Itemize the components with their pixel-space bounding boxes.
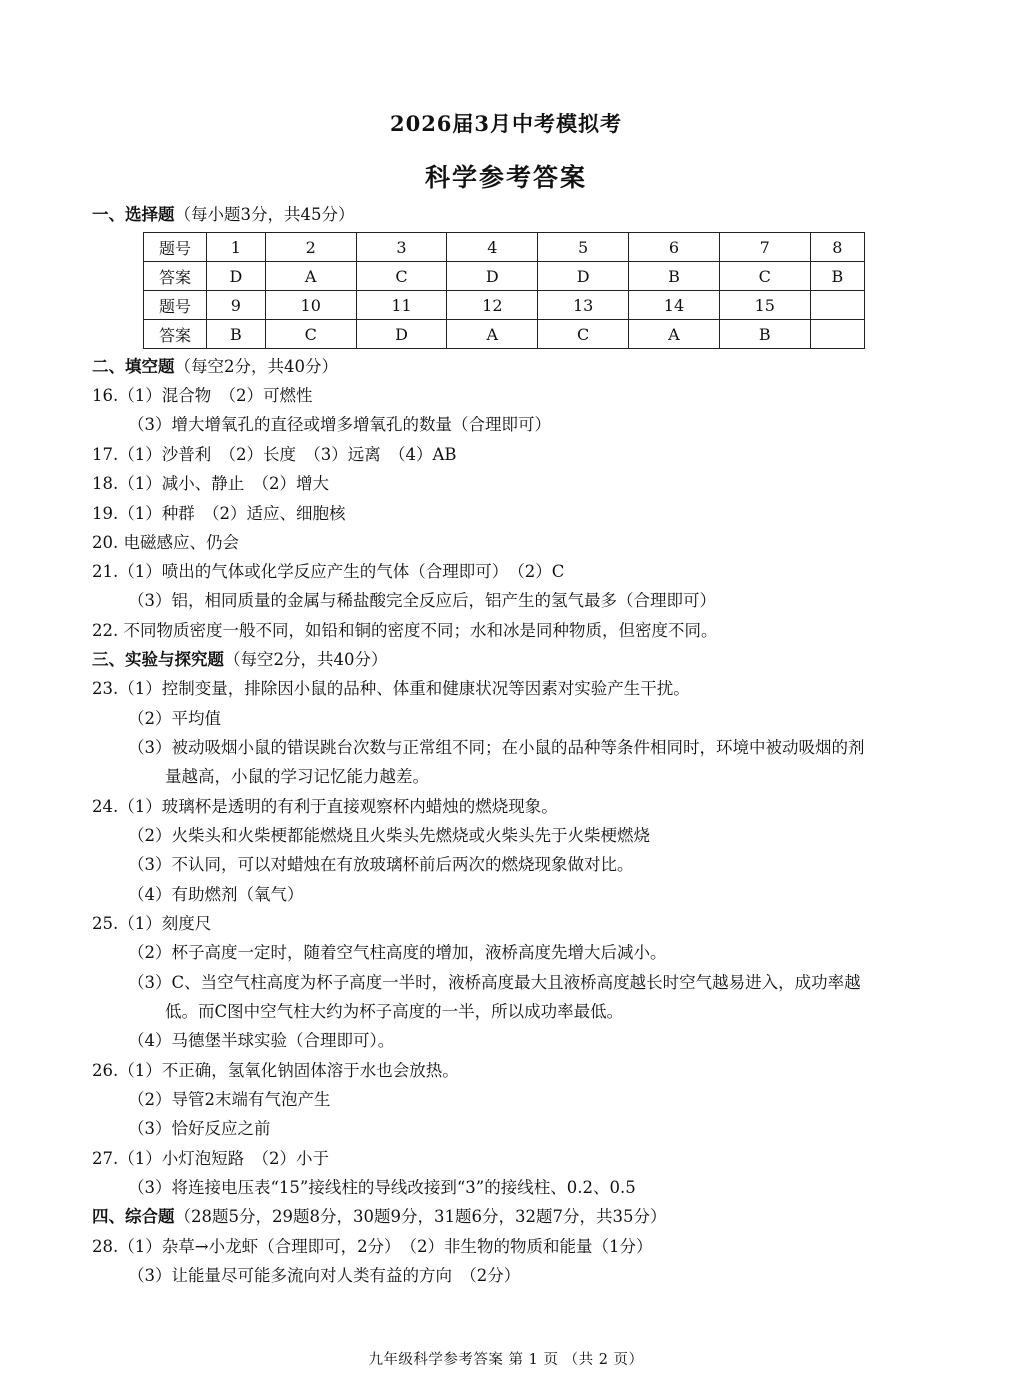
answer-cell: B xyxy=(207,320,266,349)
answer-line-27-3: （3）将连接电压表“15”接线柱的导线改接到“3”的接线柱、0.2、0.5 xyxy=(128,1178,636,1197)
answer-line-28: 28.（1）杂草→小龙虾（合理即可，2分） （2）非生物的物质和能量（1分） xyxy=(92,1237,653,1256)
question-number: 15 xyxy=(719,291,810,320)
section-title: 一、选择题 xyxy=(92,205,175,224)
answer-cell: A xyxy=(265,262,356,291)
question-number: 3 xyxy=(356,233,447,262)
answer-cell: C xyxy=(356,262,447,291)
section-title: 四、综合题 xyxy=(92,1207,175,1226)
answer-cell xyxy=(810,320,864,349)
choice-answer-table xyxy=(143,232,865,349)
answer-cell: C xyxy=(719,262,810,291)
answer-line-24: 24.（1）玻璃杯是透明的有利于直接观察杯内蜡烛的燃烧现象。 xyxy=(92,797,558,816)
answer-line-26-3: （3）恰好反应之前 xyxy=(128,1119,271,1138)
answer-cell: A xyxy=(447,320,538,349)
answer-cell: B xyxy=(719,320,810,349)
question-number: 11 xyxy=(356,291,447,320)
section-2-heading xyxy=(92,356,338,378)
answer-line-23: 23.（1）控制变量，排除因小鼠的品种、体重和健康状况等因素对实验产生干扰。 xyxy=(92,679,690,698)
answer-line-25-3-cont: 低。而C图中空气柱大约为杯子高度的一半，所以成功率最低。 xyxy=(165,1002,624,1021)
page-footer: 九年级科学参考答案 第 1 页 （共 2 页） xyxy=(368,1352,644,1368)
table-row-answers xyxy=(144,262,865,291)
section-note: （每空2分，共40分） xyxy=(224,650,388,669)
answer-line-28-3: （3）让能量尽可能多流向对人类有益的方向 （2分） xyxy=(128,1266,521,1285)
answer-line-18: 18.（1）减小、静止 （2）增大 xyxy=(92,474,329,493)
table-row-question-numbers xyxy=(144,291,865,320)
answer-line-23-3-cont: 量越高，小鼠的学习记忆能力越差。 xyxy=(165,767,429,786)
answer-cell: D xyxy=(447,262,538,291)
answer-line-27: 27.（1）小灯泡短路 （2）小于 xyxy=(92,1149,329,1168)
question-number: 13 xyxy=(538,291,629,320)
exam-title: 2026届3月中考模拟考 xyxy=(389,111,623,136)
question-number: 4 xyxy=(447,233,538,262)
question-number: 1 xyxy=(207,233,266,262)
question-number: 9 xyxy=(207,291,266,320)
section-4-heading xyxy=(92,1206,666,1228)
answer-line-17: 17.（1）沙普利 （2）长度 （3）远离 （4）AB xyxy=(92,445,457,464)
answer-line-25: 25.（1）刻度尺 xyxy=(92,914,212,933)
answer-line-19: 19.（1）种群 （2）适应、细胞核 xyxy=(92,504,346,523)
answer-cell: B xyxy=(629,262,720,291)
answer-cell: D xyxy=(207,262,266,291)
section-3-heading xyxy=(92,649,388,671)
answer-cell: D xyxy=(538,262,629,291)
answer-cell: C xyxy=(265,320,356,349)
answer-line-23-3: （3）被动吸烟小鼠的错误跳台次数与正常组不同；在小鼠的品种等条件相同时，环境中被动吸烟的剂 xyxy=(128,738,865,757)
answer-line-16-3: （3）增大增氧孔的直径或增多增氧孔的数量（合理即可） xyxy=(128,415,551,434)
question-number: 14 xyxy=(629,291,720,320)
answer-line-16: 16.（1）混合物 （2）可燃性 xyxy=(92,386,313,405)
answer-cell: C xyxy=(538,320,629,349)
answer-line-25-4: （4）马德堡半球实验（合理即可）。 xyxy=(128,1031,395,1050)
answer-cell: D xyxy=(356,320,447,349)
question-number: 12 xyxy=(447,291,538,320)
answer-line-21: 21.（1）喷出的气体或化学反应产生的气体（合理即可） （2）C xyxy=(92,562,565,581)
section-1-heading xyxy=(92,204,355,226)
section-note: （每小题3分，共45分） xyxy=(174,205,355,224)
table-row-question-numbers xyxy=(144,233,865,262)
row-label: 题号 xyxy=(144,233,207,262)
answer-line-22: 22. 不同物质密度一般不同，如铅和铜的密度不同；水和冰是同种物质，但密度不同。 xyxy=(92,621,718,640)
question-number xyxy=(810,291,864,320)
row-label: 答案 xyxy=(144,262,207,291)
question-number: 5 xyxy=(538,233,629,262)
answer-line-25-3: （3）C、当空气柱高度为杯子高度一半时，液桥高度最大且液桥高度越长时空气越易进入，成功率越 xyxy=(128,973,861,992)
question-number: 2 xyxy=(265,233,356,262)
section-title: 三、实验与探究题 xyxy=(92,650,224,669)
answer-line-24-2: （2）火柴头和火柴梗都能燃烧且火柴头先燃烧或火柴头先于火柴梗燃烧 xyxy=(128,826,650,845)
answer-line-21-3: （3）铝，相同质量的金属与稀盐酸完全反应后，铝产生的氢气最多（合理即可） xyxy=(128,591,716,610)
section-note: （每空2分，共40分） xyxy=(174,357,338,376)
question-number: 10 xyxy=(265,291,356,320)
answer-line-26-2: （2）导管2末端有气泡产生 xyxy=(128,1090,331,1109)
section-note: （28题5分，29题8分，30题9分，31题6分，32题7分，共35分） xyxy=(174,1207,667,1226)
answer-line-24-4: （4）有助燃剂（氧气） xyxy=(128,885,304,904)
answer-line-26: 26.（1）不正确，氢氧化钠固体溶于水也会放热。 xyxy=(92,1061,459,1080)
table-row-answers xyxy=(144,320,865,349)
answer-line-20: 20. 电磁感应、仍会 xyxy=(92,533,239,552)
row-label: 题号 xyxy=(144,291,207,320)
answer-line-23-2: （2）平均值 xyxy=(128,709,221,728)
question-number: 8 xyxy=(810,233,864,262)
answer-cell: A xyxy=(629,320,720,349)
answer-subtitle: 科学参考答案 xyxy=(424,163,587,192)
section-title: 二、填空题 xyxy=(92,357,175,376)
question-number: 7 xyxy=(719,233,810,262)
answer-line-24-3: （3）不认同，可以对蜡烛在有放玻璃杯前后两次的燃烧现象做对比。 xyxy=(128,855,634,874)
answer-line-25-2: （2）杯子高度一定时，随着空气柱高度的增加，液桥高度先增大后减小。 xyxy=(128,943,667,962)
row-label: 答案 xyxy=(144,320,207,349)
answer-cell: B xyxy=(810,262,864,291)
question-number: 6 xyxy=(629,233,720,262)
